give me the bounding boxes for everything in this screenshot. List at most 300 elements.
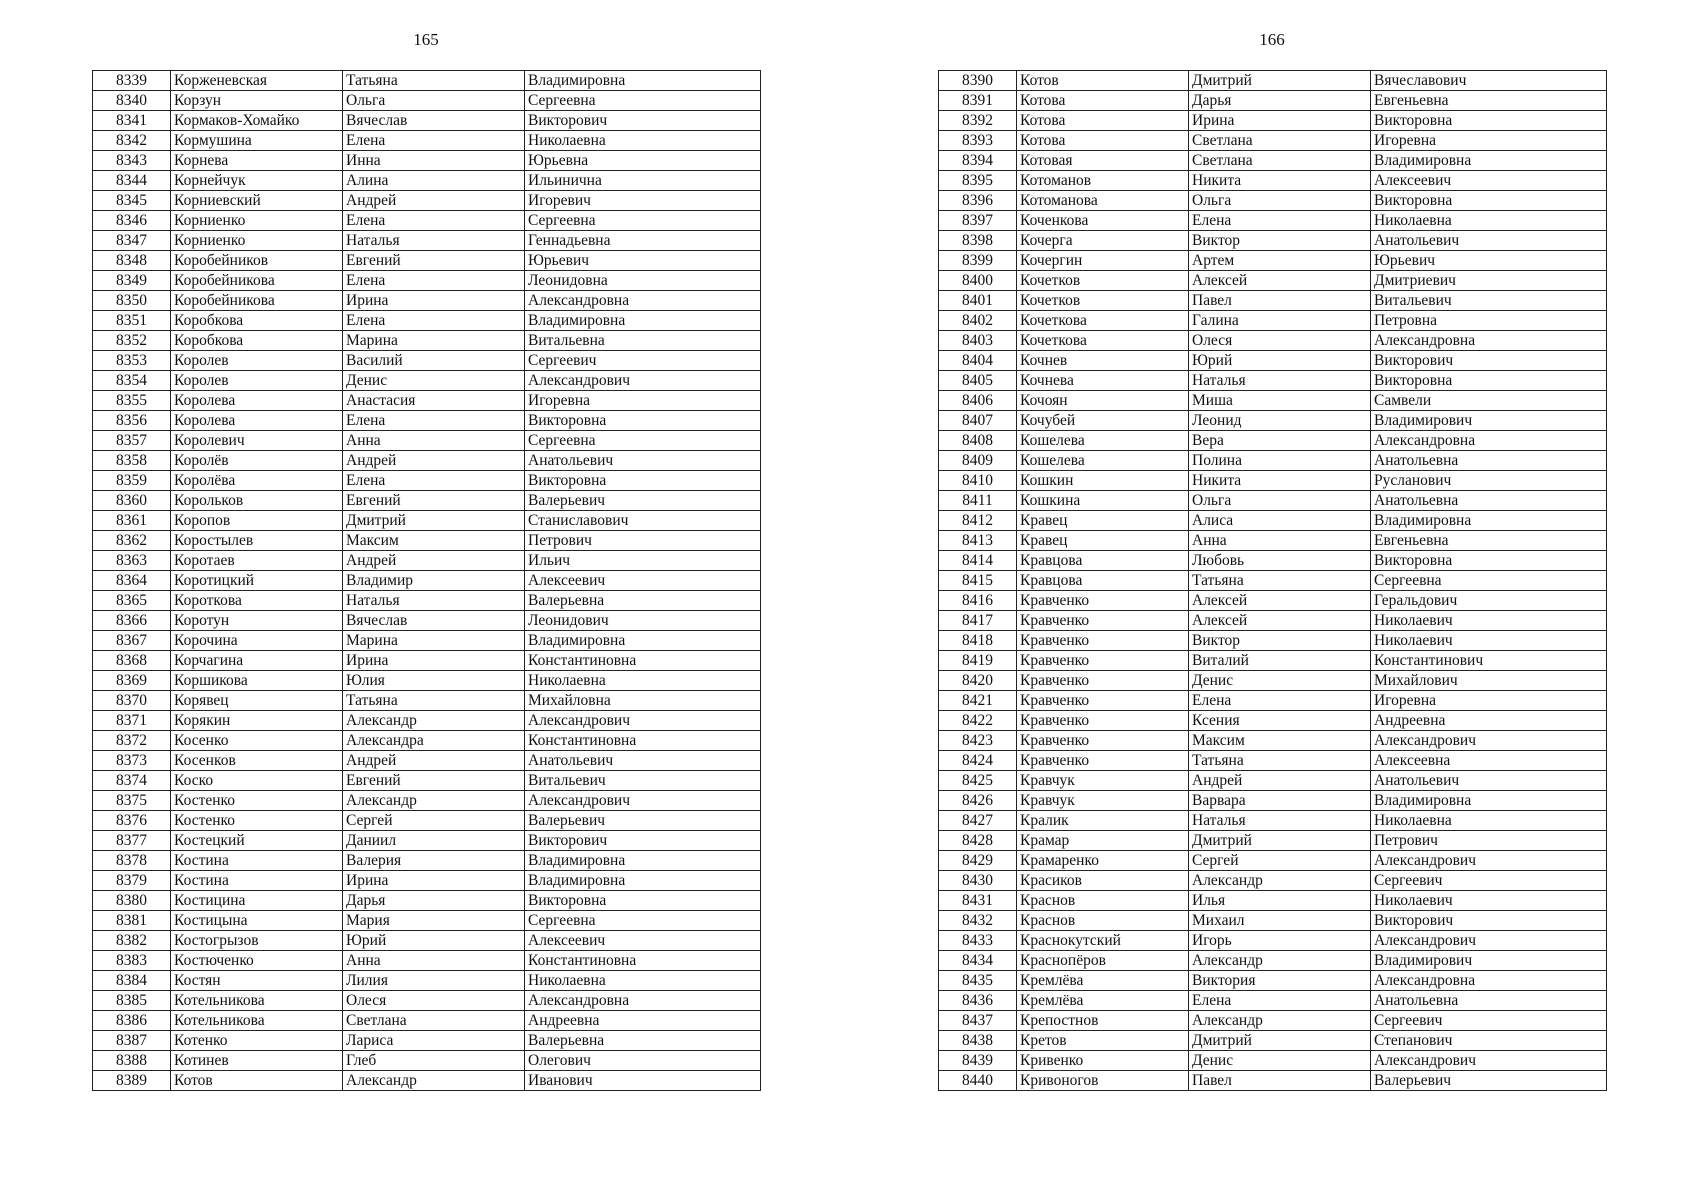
row-number-cell: 8438 — [939, 1031, 1017, 1051]
row-number-cell: 8346 — [93, 211, 171, 231]
patronymic-cell: Алексеевич — [525, 931, 761, 951]
patronymic-cell: Станиславович — [525, 511, 761, 531]
first-name-cell: Денис — [1189, 1051, 1371, 1071]
first-name-cell: Анна — [1189, 531, 1371, 551]
patronymic-cell: Леонидовна — [525, 271, 761, 291]
table-row — [939, 311, 1607, 331]
row-number-cell: 8344 — [93, 171, 171, 191]
surname-cell: Кошкин — [1017, 471, 1189, 491]
first-name-cell: Глеб — [343, 1051, 525, 1071]
patronymic-cell: Сергеевна — [525, 211, 761, 231]
first-name-cell: Александр — [343, 791, 525, 811]
surname-cell: Котова — [1017, 131, 1189, 151]
first-name-cell: Евгений — [343, 491, 525, 511]
patronymic-cell: Владимировна — [1371, 791, 1607, 811]
table-row — [93, 311, 761, 331]
table-row — [939, 631, 1607, 651]
surname-cell: Королевич — [171, 431, 343, 451]
table-row — [939, 591, 1607, 611]
patronymic-cell: Владимировна — [525, 71, 761, 91]
surname-cell: Корочина — [171, 631, 343, 651]
patronymic-cell: Сергеевна — [1371, 571, 1607, 591]
surname-cell: Кочетков — [1017, 291, 1189, 311]
first-name-cell: Ирина — [343, 291, 525, 311]
row-number-cell: 8400 — [939, 271, 1017, 291]
row-number-cell: 8375 — [93, 791, 171, 811]
patronymic-cell: Владимировна — [525, 311, 761, 331]
row-number-cell: 8396 — [939, 191, 1017, 211]
first-name-cell: Елена — [343, 471, 525, 491]
row-number-cell: 8339 — [93, 71, 171, 91]
surname-cell: Корниевский — [171, 191, 343, 211]
patronymic-cell: Сергеевна — [525, 91, 761, 111]
row-number-cell: 8370 — [93, 691, 171, 711]
first-name-cell: Никита — [1189, 471, 1371, 491]
row-number-cell: 8351 — [93, 311, 171, 331]
patronymic-cell: Викторович — [1371, 351, 1607, 371]
row-number-cell: 8386 — [93, 1011, 171, 1031]
table-row — [93, 951, 761, 971]
table-row — [93, 71, 761, 91]
row-number-cell: 8358 — [93, 451, 171, 471]
surname-cell: Кошкина — [1017, 491, 1189, 511]
row-number-cell: 8407 — [939, 411, 1017, 431]
patronymic-cell: Валерьевич — [525, 491, 761, 511]
row-number-cell: 8429 — [939, 851, 1017, 871]
first-name-cell: Галина — [1189, 311, 1371, 331]
patronymic-cell: Олегович — [525, 1051, 761, 1071]
patronymic-cell: Александрович — [1371, 1051, 1607, 1071]
surname-cell: Корниенко — [171, 231, 343, 251]
surname-cell: Корякин — [171, 711, 343, 731]
table-row — [93, 451, 761, 471]
row-number-cell: 8418 — [939, 631, 1017, 651]
first-name-cell: Татьяна — [1189, 571, 1371, 591]
surname-cell: Короткова — [171, 591, 343, 611]
surname-cell: Косенков — [171, 751, 343, 771]
first-name-cell: Дмитрий — [1189, 1031, 1371, 1051]
first-name-cell: Дарья — [343, 891, 525, 911]
row-number-cell: 8352 — [93, 331, 171, 351]
row-number-cell: 8434 — [939, 951, 1017, 971]
table-row — [939, 471, 1607, 491]
first-name-cell: Вера — [1189, 431, 1371, 451]
first-name-cell: Татьяна — [343, 71, 525, 91]
first-name-cell: Ирина — [343, 651, 525, 671]
first-name-cell: Дарья — [1189, 91, 1371, 111]
table-row — [939, 171, 1607, 191]
table-row — [93, 391, 761, 411]
patronymic-cell: Анатольевна — [1371, 451, 1607, 471]
first-name-cell: Олеся — [343, 991, 525, 1011]
first-name-cell: Дмитрий — [343, 511, 525, 531]
first-name-cell: Александр — [343, 711, 525, 731]
patronymic-cell: Константиновна — [525, 651, 761, 671]
row-number-cell: 8359 — [93, 471, 171, 491]
row-number-cell: 8423 — [939, 731, 1017, 751]
surname-cell: Корзун — [171, 91, 343, 111]
table-row — [93, 891, 761, 911]
first-name-cell: Светлана — [343, 1011, 525, 1031]
first-name-cell: Сергей — [1189, 851, 1371, 871]
surname-cell: Коршикова — [171, 671, 343, 691]
table-row — [939, 71, 1607, 91]
table-row — [939, 911, 1607, 931]
table-row — [939, 651, 1607, 671]
row-number-cell: 8409 — [939, 451, 1017, 471]
surname-cell: Коробейникова — [171, 271, 343, 291]
patronymic-cell: Анатольевич — [525, 451, 761, 471]
table-row — [939, 971, 1607, 991]
row-number-cell: 8433 — [939, 931, 1017, 951]
patronymic-cell: Викторовна — [1371, 371, 1607, 391]
row-number-cell: 8437 — [939, 1011, 1017, 1031]
surname-cell: Королева — [171, 391, 343, 411]
row-number-cell: 8408 — [939, 431, 1017, 451]
table-row — [939, 571, 1607, 591]
row-number-cell: 8371 — [93, 711, 171, 731]
surname-cell: Кочоян — [1017, 391, 1189, 411]
table-row — [939, 671, 1607, 691]
patronymic-cell: Викторович — [525, 111, 761, 131]
table-row — [93, 651, 761, 671]
first-name-cell: Денис — [1189, 671, 1371, 691]
row-number-cell: 8354 — [93, 371, 171, 391]
surname-cell: Костицына — [171, 911, 343, 931]
row-number-cell: 8406 — [939, 391, 1017, 411]
table-row — [939, 251, 1607, 271]
surname-cell: Королева — [171, 411, 343, 431]
first-name-cell: Павел — [1189, 291, 1371, 311]
row-number-cell: 8395 — [939, 171, 1017, 191]
patronymic-cell: Николаевич — [1371, 631, 1607, 651]
row-number-cell: 8430 — [939, 871, 1017, 891]
surname-cell: Крамар — [1017, 831, 1189, 851]
first-name-cell: Наталья — [343, 231, 525, 251]
table-row — [939, 991, 1607, 1011]
patronymic-cell: Алексеевич — [1371, 171, 1607, 191]
table-row — [93, 431, 761, 451]
surname-cell: Краснов — [1017, 911, 1189, 931]
first-name-cell: Ольга — [1189, 491, 1371, 511]
patronymic-cell: Витальевич — [525, 771, 761, 791]
patronymic-cell: Петрович — [525, 531, 761, 551]
row-number-cell: 8411 — [939, 491, 1017, 511]
table-row — [939, 1031, 1607, 1051]
first-name-cell: Максим — [1189, 731, 1371, 751]
patronymic-cell: Александровна — [525, 991, 761, 1011]
patronymic-cell: Анатольевна — [1371, 991, 1607, 1011]
table-row — [939, 491, 1607, 511]
patronymic-cell: Николаевич — [1371, 611, 1607, 631]
row-number-cell: 8365 — [93, 591, 171, 611]
surname-cell: Костенко — [171, 811, 343, 831]
patronymic-cell: Анатольевич — [1371, 231, 1607, 251]
surname-cell: Краснов — [1017, 891, 1189, 911]
first-name-cell: Андрей — [1189, 771, 1371, 791]
table-row — [93, 231, 761, 251]
surname-cell: Кочубей — [1017, 411, 1189, 431]
row-number-cell: 8385 — [93, 991, 171, 1011]
patronymic-cell: Константинович — [1371, 651, 1607, 671]
surname-cell: Кравченко — [1017, 631, 1189, 651]
table-row — [939, 851, 1607, 871]
table-row — [93, 631, 761, 651]
table-row — [939, 331, 1607, 351]
first-name-cell: Ирина — [343, 871, 525, 891]
name-table — [92, 70, 761, 1091]
surname-cell: Кочнева — [1017, 371, 1189, 391]
table-row — [93, 91, 761, 111]
first-name-cell: Александр — [1189, 1011, 1371, 1031]
surname-cell: Котенко — [171, 1031, 343, 1051]
patronymic-cell: Александрович — [1371, 731, 1607, 751]
table-row — [93, 251, 761, 271]
row-number-cell: 8392 — [939, 111, 1017, 131]
row-number-cell: 8380 — [93, 891, 171, 911]
surname-cell: Косенко — [171, 731, 343, 751]
table-row — [93, 491, 761, 511]
row-number-cell: 8431 — [939, 891, 1017, 911]
first-name-cell: Марина — [343, 331, 525, 351]
surname-cell: Кормаков-Хомайко — [171, 111, 343, 131]
table-row — [939, 791, 1607, 811]
patronymic-cell: Геральдович — [1371, 591, 1607, 611]
first-name-cell: Алексей — [1189, 611, 1371, 631]
row-number-cell: 8432 — [939, 911, 1017, 931]
patronymic-cell: Дмитриевич — [1371, 271, 1607, 291]
surname-cell: Кравченко — [1017, 731, 1189, 751]
table-row — [939, 111, 1607, 131]
row-number-cell: 8368 — [93, 651, 171, 671]
table-row — [93, 151, 761, 171]
surname-cell: Коробкова — [171, 311, 343, 331]
patronymic-cell: Владимирович — [1371, 951, 1607, 971]
patronymic-cell: Александрович — [525, 711, 761, 731]
table-row — [939, 91, 1607, 111]
first-name-cell: Елена — [343, 271, 525, 291]
first-name-cell: Михаил — [1189, 911, 1371, 931]
patronymic-cell: Ильич — [525, 551, 761, 571]
surname-cell: Котов — [1017, 71, 1189, 91]
patronymic-cell: Константиновна — [525, 731, 761, 751]
patronymic-cell: Юрьевич — [1371, 251, 1607, 271]
row-number-cell: 8342 — [93, 131, 171, 151]
first-name-cell: Виталий — [1189, 651, 1371, 671]
row-number-cell: 8357 — [93, 431, 171, 451]
table-row — [93, 671, 761, 691]
patronymic-cell: Владимировна — [525, 851, 761, 871]
table-row — [93, 831, 761, 851]
patronymic-cell: Самвели — [1371, 391, 1607, 411]
table-row — [939, 451, 1607, 471]
patronymic-cell: Владимирович — [1371, 411, 1607, 431]
first-name-cell: Александр — [1189, 951, 1371, 971]
row-number-cell: 8401 — [939, 291, 1017, 311]
table-row — [93, 1031, 761, 1051]
row-number-cell: 8388 — [93, 1051, 171, 1071]
first-name-cell: Александра — [343, 731, 525, 751]
patronymic-cell: Викторовна — [1371, 551, 1607, 571]
surname-cell: Костина — [171, 871, 343, 891]
first-name-cell: Андрей — [343, 551, 525, 571]
surname-cell: Коростылев — [171, 531, 343, 551]
table-row — [93, 191, 761, 211]
table-row — [939, 371, 1607, 391]
surname-cell: Котова — [1017, 111, 1189, 131]
patronymic-cell: Михайлович — [1371, 671, 1607, 691]
surname-cell: Кочнев — [1017, 351, 1189, 371]
row-number-cell: 8405 — [939, 371, 1017, 391]
surname-cell: Коробейников — [171, 251, 343, 271]
surname-cell: Кравчук — [1017, 771, 1189, 791]
row-number-cell: 8417 — [939, 611, 1017, 631]
patronymic-cell: Владимировна — [1371, 151, 1607, 171]
first-name-cell: Василий — [343, 351, 525, 371]
row-number-cell: 8403 — [939, 331, 1017, 351]
surname-cell: Кретов — [1017, 1031, 1189, 1051]
patronymic-cell: Константиновна — [525, 951, 761, 971]
row-number-cell: 8415 — [939, 571, 1017, 591]
surname-cell: Краснопёров — [1017, 951, 1189, 971]
surname-cell: Корниенко — [171, 211, 343, 231]
table-row — [939, 531, 1607, 551]
row-number-cell: 8384 — [93, 971, 171, 991]
table-row — [939, 231, 1607, 251]
surname-cell: Кравченко — [1017, 751, 1189, 771]
surname-cell: Кормушина — [171, 131, 343, 151]
surname-cell: Кошелева — [1017, 431, 1189, 451]
row-number-cell: 8343 — [93, 151, 171, 171]
patronymic-cell: Викторовна — [525, 891, 761, 911]
first-name-cell: Даниил — [343, 831, 525, 851]
first-name-cell: Андрей — [343, 751, 525, 771]
surname-cell: Кочерга — [1017, 231, 1189, 251]
patronymic-cell: Иванович — [525, 1071, 761, 1091]
table-row — [93, 1011, 761, 1031]
table-row — [939, 411, 1607, 431]
table-row — [939, 891, 1607, 911]
first-name-cell: Алексей — [1189, 271, 1371, 291]
surname-cell: Костицина — [171, 891, 343, 911]
surname-cell: Котова — [1017, 91, 1189, 111]
table-row — [93, 871, 761, 891]
patronymic-cell: Сергеевич — [1371, 871, 1607, 891]
surname-cell: Котовая — [1017, 151, 1189, 171]
row-number-cell: 8361 — [93, 511, 171, 531]
first-name-cell: Дмитрий — [1189, 831, 1371, 851]
surname-cell: Котоманов — [1017, 171, 1189, 191]
patronymic-cell: Александрович — [525, 791, 761, 811]
table-row — [93, 971, 761, 991]
surname-cell: Кочергин — [1017, 251, 1189, 271]
row-number-cell: 8349 — [93, 271, 171, 291]
row-number-cell: 8410 — [939, 471, 1017, 491]
first-name-cell: Ольга — [343, 91, 525, 111]
table-row — [93, 771, 761, 791]
patronymic-cell: Николаевич — [1371, 891, 1607, 911]
patronymic-cell: Сергеевна — [525, 431, 761, 451]
first-name-cell: Миша — [1189, 391, 1371, 411]
first-name-cell: Павел — [1189, 1071, 1371, 1091]
row-number-cell: 8387 — [93, 1031, 171, 1051]
row-number-cell: 8366 — [93, 611, 171, 631]
first-name-cell: Лилия — [343, 971, 525, 991]
patronymic-cell: Викторовна — [1371, 111, 1607, 131]
first-name-cell: Юлия — [343, 671, 525, 691]
row-number-cell: 8356 — [93, 411, 171, 431]
first-name-cell: Любовь — [1189, 551, 1371, 571]
table-row — [93, 331, 761, 351]
row-number-cell: 8383 — [93, 951, 171, 971]
first-name-cell: Артем — [1189, 251, 1371, 271]
patronymic-cell: Викторовна — [525, 471, 761, 491]
first-name-cell: Елена — [1189, 991, 1371, 1011]
first-name-cell: Владимир — [343, 571, 525, 591]
row-number-cell: 8360 — [93, 491, 171, 511]
surname-cell: Кравец — [1017, 511, 1189, 531]
surname-cell: Котинев — [171, 1051, 343, 1071]
patronymic-cell: Витальевич — [1371, 291, 1607, 311]
table-row — [93, 991, 761, 1011]
patronymic-cell: Николаевна — [525, 971, 761, 991]
patronymic-cell: Валерьевна — [525, 1031, 761, 1051]
patronymic-cell: Игоревна — [525, 391, 761, 411]
table-row — [939, 291, 1607, 311]
table-row — [93, 1071, 761, 1091]
table-row — [93, 611, 761, 631]
table-row — [939, 831, 1607, 851]
surname-cell: Кравченко — [1017, 651, 1189, 671]
first-name-cell: Андрей — [343, 451, 525, 471]
surname-cell: Корнейчук — [171, 171, 343, 191]
patronymic-cell: Геннадьевна — [525, 231, 761, 251]
first-name-cell: Валерия — [343, 851, 525, 871]
table-row — [93, 751, 761, 771]
table-row — [93, 811, 761, 831]
first-name-cell: Ольга — [1189, 191, 1371, 211]
table-row — [939, 391, 1607, 411]
table-row — [93, 1051, 761, 1071]
first-name-cell: Илья — [1189, 891, 1371, 911]
first-name-cell: Виктор — [1189, 631, 1371, 651]
surname-cell: Коропов — [171, 511, 343, 531]
table-row — [939, 931, 1607, 951]
first-name-cell: Максим — [343, 531, 525, 551]
first-name-cell: Ксения — [1189, 711, 1371, 731]
patronymic-cell: Юрьевич — [525, 251, 761, 271]
first-name-cell: Олеся — [1189, 331, 1371, 351]
surname-cell: Кравцова — [1017, 551, 1189, 571]
row-number-cell: 8416 — [939, 591, 1017, 611]
row-number-cell: 8350 — [93, 291, 171, 311]
patronymic-cell: Валерьевич — [525, 811, 761, 831]
page-number: 166 — [1259, 30, 1285, 49]
row-number-cell: 8414 — [939, 551, 1017, 571]
first-name-cell: Евгений — [343, 771, 525, 791]
table-row — [93, 351, 761, 371]
surname-cell: Крепостнов — [1017, 1011, 1189, 1031]
patronymic-cell: Александровна — [1371, 331, 1607, 351]
surname-cell: Кремлёва — [1017, 991, 1189, 1011]
patronymic-cell: Александрович — [1371, 851, 1607, 871]
surname-cell: Корчагина — [171, 651, 343, 671]
first-name-cell: Юрий — [1189, 351, 1371, 371]
patronymic-cell: Александровна — [1371, 971, 1607, 991]
first-name-cell: Наталья — [343, 591, 525, 611]
table-row — [93, 791, 761, 811]
row-number-cell: 8362 — [93, 531, 171, 551]
